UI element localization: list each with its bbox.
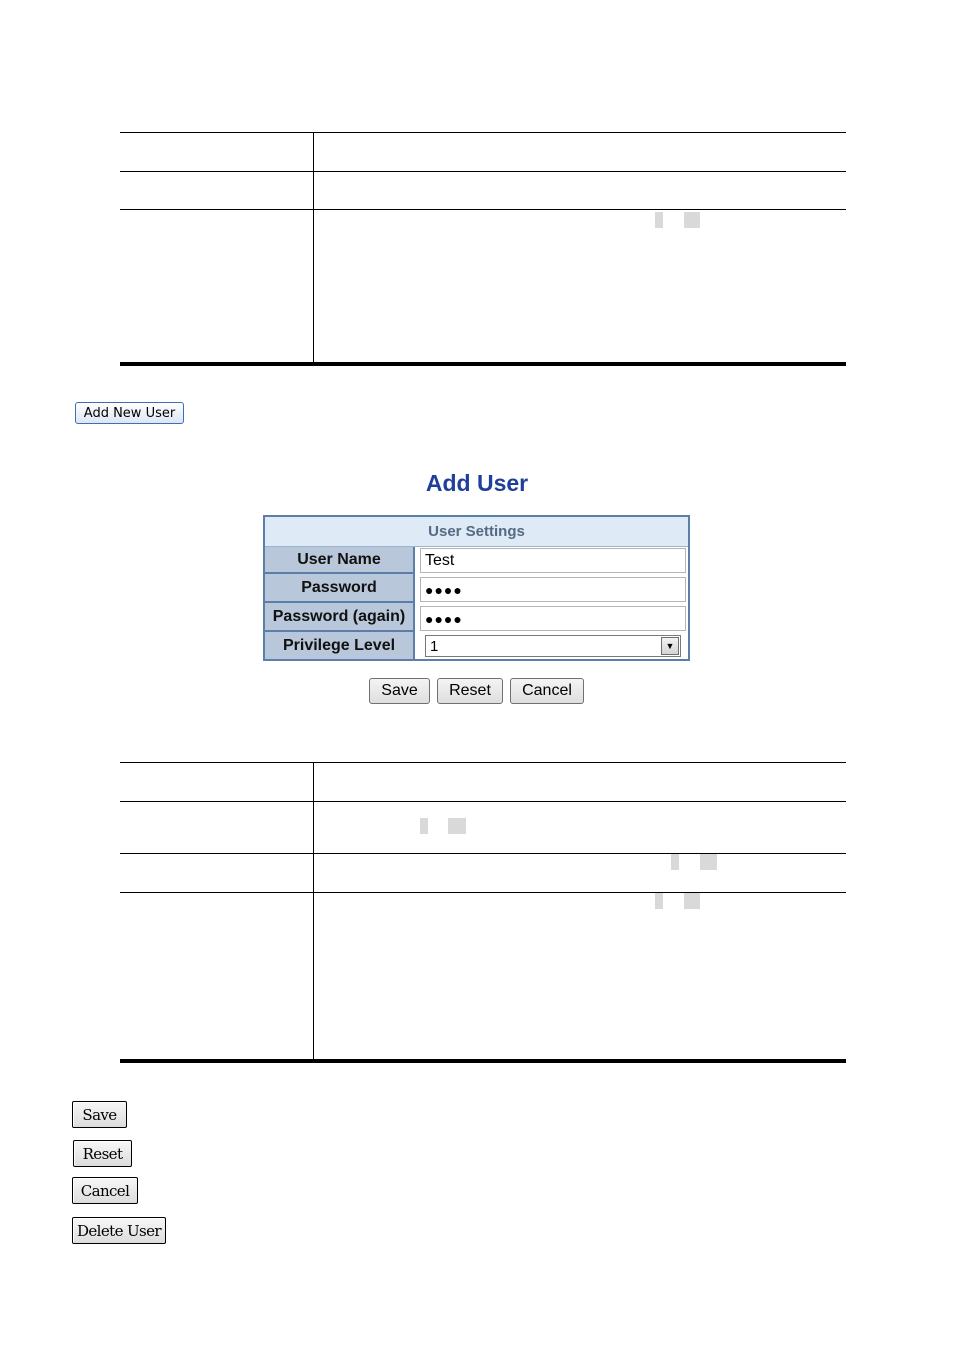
- redacted-marker: [655, 212, 663, 228]
- password-field[interactable]: ●●●●: [420, 577, 686, 602]
- user-settings-header: User Settings: [265, 517, 688, 547]
- save-button-legacy[interactable]: Save: [72, 1101, 127, 1128]
- privilege-level-value: 1: [430, 637, 439, 655]
- redacted-marker: [700, 854, 717, 870]
- redacted-marker: [684, 893, 700, 909]
- table-bottom-rule: [120, 362, 846, 366]
- user-settings-panel: [263, 515, 690, 661]
- table-row: [120, 762, 846, 801]
- table-row: [120, 171, 846, 209]
- reset-button[interactable]: Reset: [437, 678, 503, 704]
- password-again-label: Password (again): [265, 603, 415, 632]
- page-title: Add User: [425, 470, 529, 496]
- redacted-marker: [684, 212, 700, 228]
- table-row: [120, 892, 846, 1060]
- column-divider: [313, 132, 314, 362]
- table-row: [120, 801, 846, 853]
- chevron-down-icon[interactable]: ▼: [661, 637, 679, 655]
- redacted-marker: [671, 854, 679, 870]
- table-row: [120, 132, 846, 171]
- add-new-user-button[interactable]: Add New User: [75, 402, 184, 424]
- cancel-button-legacy[interactable]: Cancel: [72, 1177, 138, 1204]
- table-bottom-rule: [120, 1059, 846, 1063]
- password-label: Password: [265, 574, 415, 603]
- save-button[interactable]: Save: [369, 678, 430, 704]
- privilege-level-select[interactable]: [425, 635, 681, 657]
- table-row: [120, 209, 846, 362]
- user-name-label: User Name: [265, 547, 415, 574]
- reset-button-legacy[interactable]: Reset: [73, 1140, 132, 1167]
- password-again-field[interactable]: ●●●●: [420, 606, 686, 631]
- user-name-field[interactable]: Test: [420, 548, 686, 573]
- redacted-marker: [655, 893, 663, 909]
- column-divider: [313, 762, 314, 1060]
- redacted-marker: [420, 818, 428, 834]
- delete-user-button[interactable]: Delete User: [72, 1217, 166, 1244]
- privilege-level-label: Privilege Level: [265, 632, 415, 659]
- table-row: [120, 853, 846, 892]
- cancel-button[interactable]: Cancel: [510, 678, 584, 704]
- redacted-marker: [448, 818, 466, 834]
